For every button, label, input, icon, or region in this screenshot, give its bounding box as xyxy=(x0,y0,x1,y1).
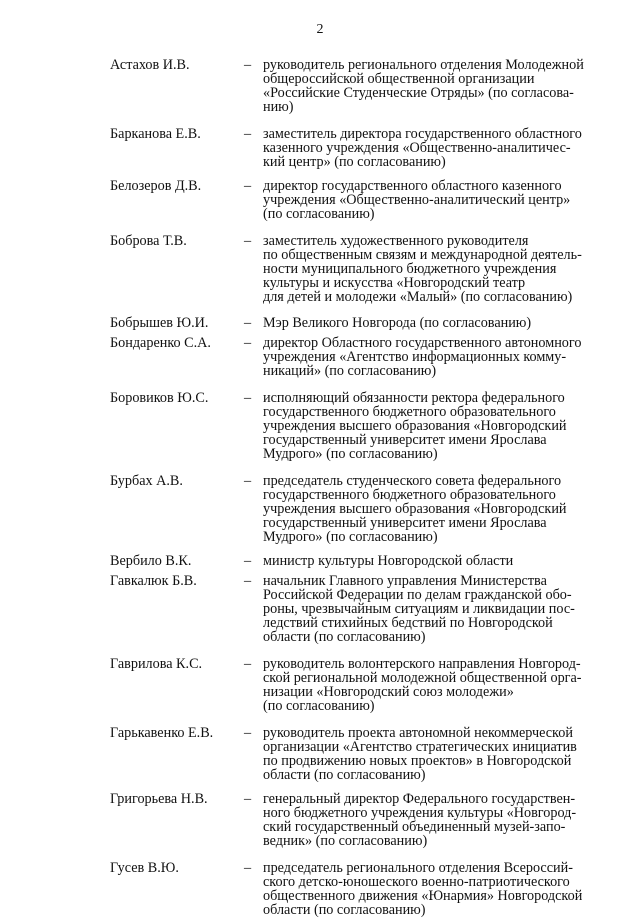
list-item xyxy=(0,127,640,169)
list-item xyxy=(0,792,640,848)
member-list xyxy=(0,58,640,917)
role-line: исполняющий обязанности ректора федерального xyxy=(263,390,565,406)
dash-separator: – xyxy=(244,656,252,672)
role-line: государственный университет имени Ярослава xyxy=(263,515,547,531)
list-item xyxy=(0,316,640,330)
role-line: директор Областного государственного автономного xyxy=(263,335,582,351)
dash-separator: – xyxy=(244,553,252,569)
role-line: начальник Главного управления Министерства xyxy=(263,573,547,589)
member-role xyxy=(263,861,613,917)
role-line: нию) xyxy=(263,99,294,115)
role-line: Российской Федерации по делам гражданской обо- xyxy=(263,587,572,603)
dash-separator: – xyxy=(244,315,252,331)
role-line: учреждения «Агентство информационных комму- xyxy=(263,349,567,365)
role-line: учреждения «Общественно-аналитический центр» xyxy=(263,192,571,208)
list-item xyxy=(0,861,640,917)
member-name: Бобрышев Ю.И. xyxy=(110,315,209,331)
dash-separator: – xyxy=(244,791,252,807)
role-line: министр культуры Новгородской области xyxy=(263,553,514,569)
role-line: общероссийской общественной организации xyxy=(263,71,535,87)
member-name: Бурбах А.В. xyxy=(110,473,183,489)
dash-separator: – xyxy=(244,57,252,73)
role-line: генеральный директор Федерального государствен- xyxy=(263,791,576,807)
role-line: ского детско-юношеского военно-патриотического xyxy=(263,874,570,890)
member-role xyxy=(263,792,613,848)
role-line: директор государственного областного казенного xyxy=(263,178,562,194)
dash-separator: – xyxy=(244,860,252,876)
role-line: заместитель художественного руководителя xyxy=(263,233,529,249)
role-line: «Российские Студенческие Отряды» (по согласова- xyxy=(263,85,574,101)
list-item xyxy=(0,726,640,782)
role-line: кий центр» (по согласованию) xyxy=(263,154,446,170)
dash-separator: – xyxy=(244,335,252,351)
role-line: низации «Новгородский союз молодежи» xyxy=(263,684,514,700)
dash-separator: – xyxy=(244,178,252,194)
list-item xyxy=(0,58,640,114)
role-line: государственного бюджетного образовательного xyxy=(263,404,556,420)
role-line: (по согласованию) xyxy=(263,206,375,222)
role-line: ский государственный объединенный музей-запо- xyxy=(263,819,566,835)
list-item xyxy=(0,474,640,544)
list-item xyxy=(0,336,640,378)
list-item xyxy=(0,391,640,461)
member-name: Барканова Е.В. xyxy=(110,126,201,142)
role-line: области (по согласованию) xyxy=(263,629,426,645)
role-line: для детей и молодежи «Малый» (по согласованию) xyxy=(263,289,573,305)
role-line: казенного учреждения «Общественно-аналитичес- xyxy=(263,140,571,156)
member-role xyxy=(263,391,613,461)
role-line: председатель регионального отделения Всероссий- xyxy=(263,860,573,876)
member-name: Григорьева Н.В. xyxy=(110,791,208,807)
role-line: никаций» (по согласованию) xyxy=(263,363,437,379)
list-item xyxy=(0,574,640,644)
dash-separator: – xyxy=(244,390,252,406)
role-line: по продвижению новых проектов» в Новгородской xyxy=(263,753,572,769)
member-role xyxy=(263,127,613,169)
role-line: ской региональной молодежной общественной орга- xyxy=(263,670,582,686)
role-line: по общественным связям и международной деятель- xyxy=(263,247,582,263)
role-line: заместитель директора государственного областного xyxy=(263,126,582,142)
member-name: Белозеров Д.В. xyxy=(110,178,202,194)
role-line: области (по согласованию) xyxy=(263,767,426,783)
role-line: (по согласованию) xyxy=(263,698,375,714)
role-line: государственного бюджетного образовательного xyxy=(263,487,556,503)
role-line: организации «Агентство стратегических инициатив xyxy=(263,739,577,755)
role-line: культуры и искусства «Новгородский театр xyxy=(263,275,526,291)
member-name: Гаврилова К.С. xyxy=(110,656,203,672)
member-role xyxy=(263,179,613,221)
member-role xyxy=(263,336,613,378)
role-line: председатель студенческого совета федерального xyxy=(263,473,562,489)
role-line: учреждения высшего образования «Новгородский xyxy=(263,501,567,517)
role-line: ности муниципального бюджетного учреждения xyxy=(263,261,557,277)
member-name: Бондаренко С.А. xyxy=(110,335,211,351)
member-role xyxy=(263,657,613,713)
dash-separator: – xyxy=(244,233,252,249)
member-name: Астахов И.В. xyxy=(110,57,190,73)
role-line: Мудрого» (по согласованию) xyxy=(263,446,438,462)
member-role xyxy=(263,234,613,304)
member-role xyxy=(263,474,613,544)
member-name: Гарькавенко Е.В. xyxy=(110,725,214,741)
list-item xyxy=(0,234,640,304)
role-line: руководитель волонтерского направления Новгород- xyxy=(263,656,581,672)
role-line: ледствий стихийных бедствий по Новгородской xyxy=(263,615,553,631)
role-line: Мэр Великого Новгорода (по согласованию) xyxy=(263,315,532,331)
member-role xyxy=(263,726,613,782)
member-name: Гусев В.Ю. xyxy=(110,860,179,876)
role-line: роны, чрезвычайным ситуациям и ликвидации пос- xyxy=(263,601,575,617)
role-line: Мудрого» (по согласованию) xyxy=(263,529,438,545)
dash-separator: – xyxy=(244,473,252,489)
role-line: общественного движения «Юнармия» Новгородской xyxy=(263,888,583,904)
member-name: Боровиков Ю.С. xyxy=(110,390,209,406)
role-line: ведник» (по согласованию) xyxy=(263,833,428,849)
list-item xyxy=(0,179,640,221)
page-number: 2 xyxy=(316,22,324,37)
role-line: учреждения высшего образования «Новгородский xyxy=(263,418,567,434)
role-line: государственный университет имени Ярослава xyxy=(263,432,547,448)
member-role xyxy=(263,554,613,568)
role-line: руководитель проекта автономной некоммерческой xyxy=(263,725,573,741)
dash-separator: – xyxy=(244,725,252,741)
dash-separator: – xyxy=(244,126,252,142)
role-line: ного бюджетного учреждения культуры «Новгород- xyxy=(263,805,577,821)
member-role xyxy=(263,58,613,114)
list-item xyxy=(0,554,640,568)
list-item xyxy=(0,657,640,713)
member-role xyxy=(263,316,613,330)
member-name: Гавкалюк Б.В. xyxy=(110,573,197,589)
role-line: области (по согласованию) xyxy=(263,902,426,918)
member-name: Вербило В.К. xyxy=(110,553,192,569)
role-line: руководитель регионального отделения Молодежной xyxy=(263,57,584,73)
member-role xyxy=(263,574,613,644)
dash-separator: – xyxy=(244,573,252,589)
member-name: Боброва Т.В. xyxy=(110,233,187,249)
